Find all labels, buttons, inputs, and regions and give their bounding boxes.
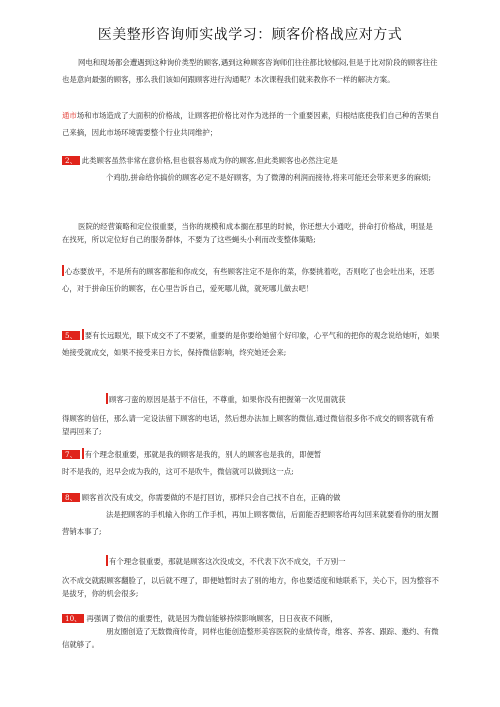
paragraph-2-line-a: 此类顾客虽然非常在意价格,但也很容易成为你的顾客,但此类顾客也必然注定是 [81, 156, 338, 165]
paragraph-9-line-a: 有个理念很重要，那就是顾客这次没成交，不代表下次不成交，千万别一 [109, 557, 346, 566]
paragraph-6-line-a-wrap [62, 391, 440, 408]
marker-bar-icon [82, 329, 84, 340]
paragraph-10-line-b: 朋友圈创造了无数微商传奇，同样也能创造整形美容医院的业绩传奇，维客、养客、跟踪、邀约、有微信就够了。 [62, 627, 439, 649]
paragraph-4-text: 心态要放平，不是所有的顾客都能和你成交，有些顾客注定不是你的菜，你要挑着吃，否则吃了也会吐出来，还恶心，对于拼命压价的顾客，在心里告诉自己，爱死哪儿做，就死哪儿做去吧！ [62, 267, 435, 293]
paragraph-1 [62, 107, 440, 141]
paragraph-5 [62, 327, 440, 361]
paragraph-8-line-b: 法是把顾客的手机输入你的工作手机，再加上顾客微信，后面能否把顾客给再勾回来就要看你的朋友圈营销本事了; [62, 510, 439, 536]
paragraph-6-line-b: 得顾客的信任，那么请一定设法留下顾客的电话，然后想办法加上顾客的微信,通过微信很多你不成交的顾客就有希望再回来了; [62, 414, 434, 436]
paragraph-8 [62, 489, 440, 540]
paragraph-5-text: 要有长远眼光，眼下成交不了不要紧，重要的是你要给她留个好印象，心平气和的把你的观念说给她听，如果她接受就成交，如果不接受来日方长，保持微信影响，终究她还会来; [62, 331, 440, 357]
marker-bar-icon [82, 448, 84, 459]
paragraph-10 [62, 612, 440, 651]
paragraph-9 [62, 553, 440, 600]
paragraph-intro-text: 网电和现场都会遭遇到这种询价类型的顾客,遇到这种顾客咨询师们往往都比较郁闷,但是于比对阶段的顾客往往也是意向最强的顾客，那么我们该如何跟顾客进行沟通呢？本次课程我们就来教你不一样的解决方案。 [62, 58, 438, 84]
document-title: 医美整形咨询师实战学习：顾客价格战应对方式 [97, 27, 403, 43]
item-number-7: 7、 [62, 450, 80, 459]
paragraph-7 [62, 446, 440, 480]
paragraph-intro [62, 54, 440, 88]
paragraph-9-line-b: 次不成交就跟顾客翻脸了，以后就不理了，即便她暂时去了别的地方，你也要适度和她联系下，关心下，因为整容不是拔牙，你的机会很多; [62, 576, 439, 598]
paragraph-3 [62, 220, 440, 246]
paragraph-2-line-b: 个鸡肋,拼命给你搞价的顾客必定不是好顾客，为了微薄的利润而接待,将来可能还会带来更多的麻烦; [106, 173, 431, 182]
marker-bar-icon [106, 555, 108, 566]
paragraph-6 [62, 391, 440, 438]
paragraph-6-line-a: 顾客刁蛮的原因是基于不信任，不尊重，如果你没有把握第一次见面就获 [109, 395, 346, 404]
paragraph-7-line-b: 时不是我的，迟早会成为我的，这可不是吹牛，微信就可以做到这一点; [62, 467, 294, 476]
item-number-2: 2、 [62, 156, 80, 165]
paragraph-1-text: 场和市场造成了大面积的价格战，让顾客把价格比对作为选择的一个重要因素，归根结底使我们自己种的苦果自己来摘，因此市场环境需要整个行业共同维护； [62, 111, 439, 137]
paragraph-4 [62, 263, 440, 297]
item-number-10: 10、 [62, 614, 84, 623]
item-number-8: 8、 [62, 493, 80, 502]
paragraph-1-highlight: 通市 [62, 111, 77, 120]
paragraph-10-line-a: 再强调了微信的重要性，就是因为微信能够持续影响顾客，日日夜夜不间断， [86, 614, 338, 623]
marker-bar-icon [62, 265, 64, 276]
paragraph-9-line-a-wrap [62, 553, 440, 570]
marker-bar-icon [106, 393, 108, 404]
paragraph-3-text: 医院的经营策略和定位很重要，当你的规模和成本搁在那里的时候，你还想大小通吃，拼命打价格战，明显是在找死，所以定位好自己的服务群体，不要为了这些蝇头小利而改变整体策略; [62, 222, 433, 244]
paragraph-10-line-a-wrap [62, 612, 440, 625]
item-number-5: 5、 [62, 331, 80, 340]
paragraph-8-line-a: 顾客首次没有成交，你需要做的不是打回访，那样只会自己找不自在，正确的做 [81, 493, 341, 502]
paragraph-7-line-a: 有个理念很重要，那就是我的顾客是我的，别人的顾客也是我的，即便暂 [84, 450, 322, 459]
paragraph-2 [62, 152, 440, 186]
